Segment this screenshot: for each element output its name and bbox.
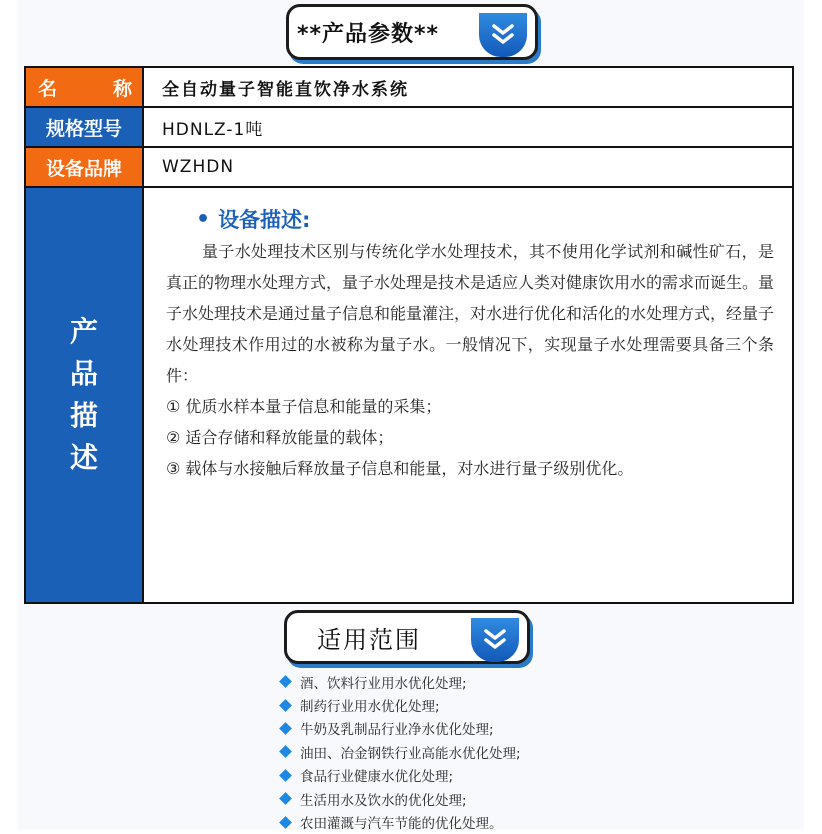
params-header-badge <box>286 4 538 60</box>
description-paragraph: 量子水处理技术区别与传统化学水处理技术，其不使用化学试剂和碱性矿石，是真正的物理水处理方式，量子水处理是技术是适应人类对健康饮用水的需求而诞生。量子水处理技术是通过量子信息和能量灌注，对水进行优化和活化的水处理方式，经量子水处理技术作用过的水被称为量子水。一般情况下，实现量子水处理需要具备三个条件： <box>166 242 775 385</box>
scope-list-item: 牛奶及乳制品行业净水优化处理; <box>278 717 698 740</box>
spec-row-brand <box>26 148 792 188</box>
scope-list-item: 油田、冶金钢铁行业高能水优化处理; <box>278 740 698 763</box>
chevron-down-icon <box>479 13 527 57</box>
diamond-bullet-icon <box>279 792 292 805</box>
scope-list-item: 农田灌溉与汽车节能的优化处理。 <box>278 810 698 833</box>
diamond-bullet-icon <box>279 722 292 735</box>
condition-item: ② 适合存储和释放能量的载体； <box>166 428 394 447</box>
spec-label-name: 名 称 <box>26 68 144 106</box>
diamond-bullet-icon <box>279 699 292 712</box>
spec-value-name: 全自动量子智能直饮净水系统 <box>162 79 409 100</box>
spec-value-brand: WZHDN <box>162 157 235 177</box>
scope-header-title: 适用范围 <box>317 625 421 654</box>
spec-value-model: HDNLZ-1吨 <box>162 119 264 140</box>
description-body <box>146 188 792 602</box>
params-header-title: **产品参数** <box>297 21 440 47</box>
scope-header-badge <box>284 610 530 664</box>
description-side-label: 产 品 描 述 <box>26 188 144 602</box>
spec-label-model: 规格型号 <box>26 108 144 146</box>
spec-row-model <box>26 108 792 148</box>
chevron-down-icon <box>471 618 519 662</box>
description-heading: • 设备描述: <box>196 206 311 232</box>
scope-list <box>278 670 698 834</box>
diamond-bullet-icon <box>279 745 292 758</box>
diamond-bullet-icon <box>279 816 292 829</box>
scope-list-item: 生活用水及饮水的优化处理; <box>278 787 698 810</box>
scope-list-item: 制药行业用水优化处理; <box>278 693 698 716</box>
spec-label-brand: 设备品牌 <box>26 148 144 186</box>
bullet-icon: • <box>196 206 211 232</box>
scope-list-item: 食品行业健康水优化处理; <box>278 764 698 787</box>
spec-table <box>24 66 794 604</box>
spec-row-name <box>26 68 792 108</box>
condition-item: ③ 载体与水接触后释放量子信息和能量，对水进行量子级别优化。 <box>166 459 634 478</box>
diamond-bullet-icon <box>279 675 292 688</box>
diamond-bullet-icon <box>279 769 292 782</box>
scope-list-item: 酒、饮料行业用水优化处理; <box>278 670 698 693</box>
condition-item: ① 优质水样本量子信息和能量的采集； <box>166 397 442 416</box>
